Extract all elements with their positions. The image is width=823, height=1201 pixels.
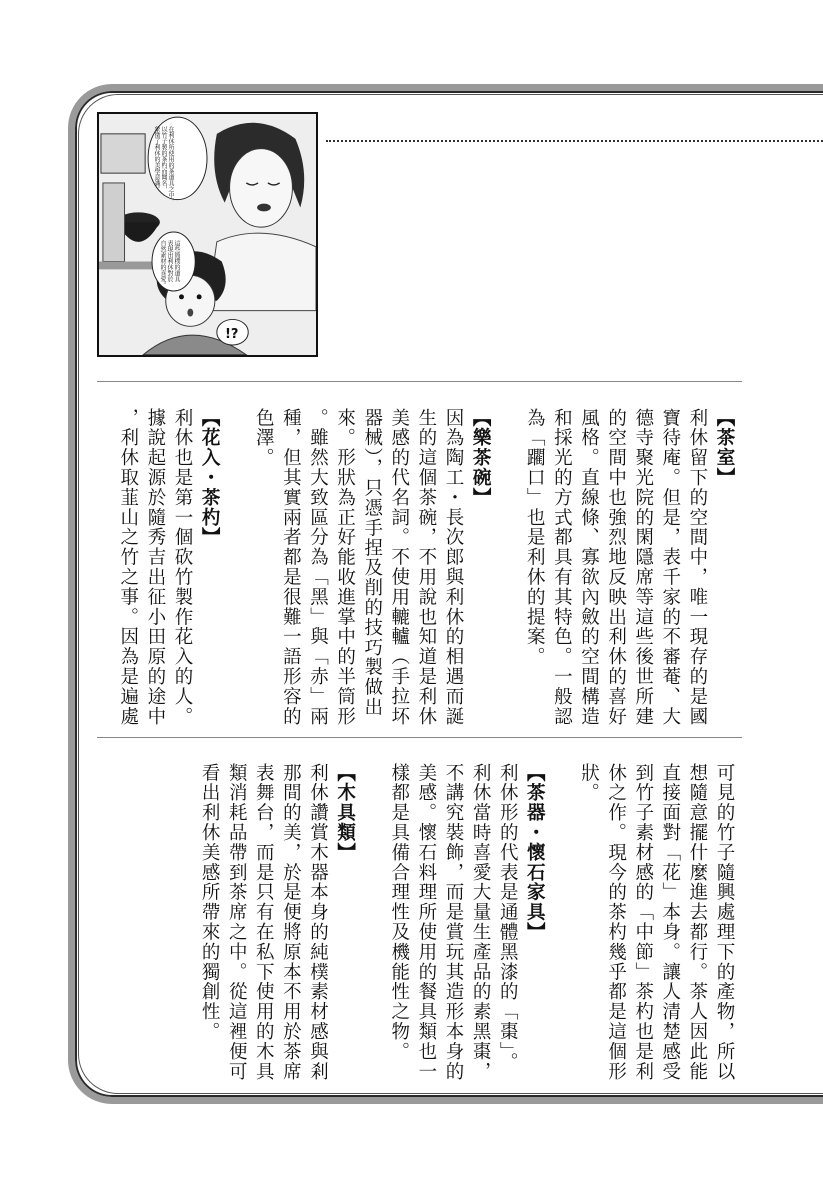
text-column: 利休讚賞木器本身的純樸素材感與剎 xyxy=(307,763,329,1082)
manga-illustration xyxy=(99,114,316,355)
text-column: ，利休取韮山之竹之事。因為是遍處 xyxy=(117,408,139,727)
section-heading: 【花入・茶杓】 xyxy=(199,408,221,548)
text-column: 利休留下的空間中，唯一現存的是國 xyxy=(686,408,708,727)
speech-bubble-1-line-3: 象徵了利休的美學意識。 xyxy=(153,126,160,192)
speech-bubble-2-line-1: 這些簡樸的道具 xyxy=(173,240,180,282)
text-column: 和採光的方式都具有其特色。一般認 xyxy=(551,408,573,727)
section-heading: 【樂茶碗】 xyxy=(470,408,492,508)
horizontal-rule-top xyxy=(97,381,742,382)
text-column: 類消耗品帶到茶席之中。從這裡便可 xyxy=(226,763,248,1082)
text-column: 據說起源於隨秀吉出征小田原的途中 xyxy=(144,408,166,727)
text-column: 寶待庵。但是，表千家的不審菴、大 xyxy=(659,408,681,727)
text-column: 因為陶工・長次郎與利休的相遇而誕 xyxy=(443,408,464,727)
text-column: 直接面對「花」本身。讓人清楚感受 xyxy=(659,763,681,1082)
section-heading: 【木具類】 xyxy=(334,763,356,863)
speech-bubble-1-line-2: 以竹子製的茶杓而聞名， xyxy=(160,126,167,192)
exclamation-mark: !? xyxy=(225,327,239,342)
text-column: 利休形的代表是通體黑漆的「棗」。 xyxy=(497,763,519,1073)
speech-bubble-1-line-1: 在利休所使用的茶道具之中， xyxy=(167,126,174,204)
text-column: 生的這個茶碗，不用說也知道是利休 xyxy=(415,408,437,727)
text-column: 美感的代名詞。不使用轆轤（手拉坏 xyxy=(388,408,410,727)
text-column: 。雖然大致區分為「黑」與「赤」兩 xyxy=(307,408,329,727)
text-column: 美感。懷石料理所使用的餐具類也一 xyxy=(415,763,437,1082)
text-column: 那間的美，於是便將原本不用於茶席 xyxy=(280,763,302,1082)
text-column: 為「躙口」也是利休的提案。 xyxy=(524,408,546,667)
text-column: 色澤。 xyxy=(253,408,275,468)
speech-bubble-2-line-3: 自然素材的喜愛。 xyxy=(159,240,166,288)
text-column: 不講究裝飾，而是賞玩其造形本身的 xyxy=(443,763,464,1082)
text-column: 表舞台，而是只有在私下使用的木具 xyxy=(253,763,275,1082)
text-column: 利休當時喜愛大量生產品的素黑棗， xyxy=(470,763,492,1082)
text-column: 看出利休美感所帶來的獨創性。 xyxy=(199,763,221,1042)
text-column: 樣都是具備合理性及機能性之物。 xyxy=(388,763,410,1062)
manga-panel xyxy=(97,112,318,357)
text-column: 的空間中也強烈地反映出利休的喜好 xyxy=(605,408,627,727)
horizontal-rule-middle xyxy=(97,737,742,738)
text-column: 狀。 xyxy=(578,763,600,803)
section-heading: 【茶室】 xyxy=(714,408,735,488)
text-column: 器械），只憑手捏及削的技巧製做出 xyxy=(361,408,383,718)
text-column: 休之作。現今的茶杓幾乎都是這個形 xyxy=(605,763,627,1082)
text-column: 可見的竹子隨興處理下的產物，所以 xyxy=(714,763,735,1082)
text-column: 德寺聚光院的閑隱席等這些後世所建 xyxy=(632,408,654,727)
text-column: 風格。直線條、寡欲內斂的空間構造 xyxy=(578,408,600,727)
speech-bubble-2-line-2: 表現出利休對於 xyxy=(166,240,173,282)
text-column: 想隨意擺什麼進去都行。茶人因此能 xyxy=(686,763,708,1082)
text-column: 來。形狀為正好能收進掌中的半筒形 xyxy=(334,408,356,727)
text-column: 到竹子素材感的「中節」茶杓也是利 xyxy=(632,763,654,1082)
text-column: 利休也是第一個砍竹製作花入的人。 xyxy=(172,408,193,727)
dotted-separator xyxy=(326,140,823,142)
section-heading: 【茶器・懷石家具】 xyxy=(524,763,546,943)
text-column: 種，但其實兩者都是很難一語形容的 xyxy=(280,408,302,727)
